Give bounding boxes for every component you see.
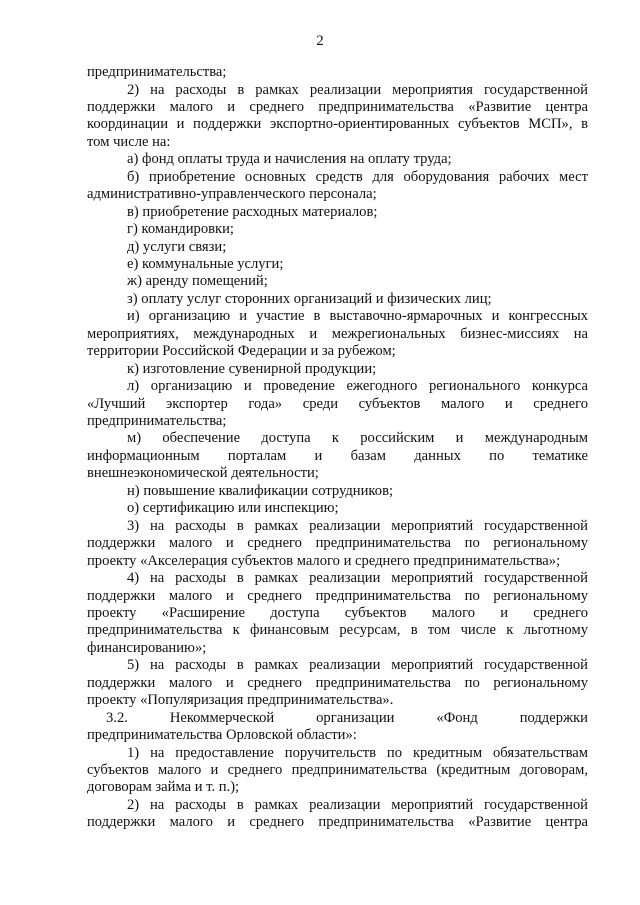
text-line: поддержки малого и среднего предпринимательства по региональному bbox=[87, 535, 588, 552]
text-line: н) повышение квалификации сотрудников; bbox=[127, 482, 394, 499]
text-line: г) командировки; bbox=[127, 221, 234, 237]
text-line: проекту «Популяризация предпринимательства». bbox=[87, 692, 394, 709]
text-line: 2) на расходы в рамках реализации мероприятия государственной bbox=[127, 81, 588, 98]
text-line: информационным порталам и базам данных по тематике bbox=[87, 447, 588, 464]
text-line: к) изготовление сувенирной продукции; bbox=[127, 360, 377, 377]
text-line: «Лучший экспортер года» среди субъектов малого и среднего bbox=[87, 395, 588, 412]
text-line: л) организацию и проведение ежегодного регионального конкурса bbox=[127, 378, 588, 395]
text-line: 5) на расходы в рамках реализации мероприятий государственной bbox=[127, 657, 588, 674]
text-line: з) оплату услуг сторонних организаций и физических лиц; bbox=[127, 290, 492, 307]
text-line: предпринимательства; bbox=[87, 413, 227, 429]
text-line: поддержки малого и среднего предпринимательства «Развитие центра bbox=[87, 98, 588, 115]
text-line: о) сертификацию или инспекцию; bbox=[127, 500, 339, 517]
text-line: предпринимательства Орловской области»: bbox=[87, 727, 357, 744]
text-line: д) услуги связи; bbox=[127, 238, 227, 255]
text-line: ж) аренду помещений; bbox=[127, 273, 268, 290]
text-line: координации и поддержки экспортно-ориентированных субъектов МСП», в bbox=[87, 116, 588, 133]
text-line: договорам займа и т. п.); bbox=[87, 779, 240, 796]
text-line: и) организацию и участие в выставочно-ярмарочных и конгрессных bbox=[127, 308, 588, 325]
text-line: в) приобретение расходных материалов; bbox=[127, 203, 378, 220]
text-line: 2) на расходы в рамках реализации мероприятий государственной bbox=[127, 796, 588, 813]
text-line: 4) на расходы в рамках реализации мероприятий государственной bbox=[127, 570, 588, 586]
text-line: поддержки малого и среднего предпринимательства по региональному bbox=[87, 587, 588, 604]
text-line: мероприятиях, международных и межрегиональных бизнес-миссиях на bbox=[87, 325, 588, 342]
text-line: м) обеспечение доступа к российским и международным bbox=[127, 430, 588, 447]
text-line: б) приобретение основных средств для оборудования рабочих мест bbox=[127, 168, 588, 185]
text-line: субъектов малого и среднего предпринимательства (кредитным договорам, bbox=[87, 762, 588, 778]
page-number: 2 bbox=[316, 33, 324, 49]
text-line: предпринимательства к финансовым ресурсам, в том числе к льготному bbox=[87, 622, 588, 639]
text-line: проекту «Акселерация субъектов малого и среднего предпринимательства»; bbox=[87, 552, 561, 569]
text-line: 1) на предоставление поручительств по кредитным обязательствам bbox=[127, 744, 588, 761]
text-line: территории Российской Федерации и за рубежом; bbox=[87, 343, 396, 360]
text-line: административно-управленческого персонала; bbox=[87, 186, 377, 203]
text-line: поддержки малого и среднего предпринимательства по региональному bbox=[87, 674, 588, 691]
text-line: том числе на: bbox=[87, 133, 171, 150]
text-line: поддержки малого и среднего предпринимательства «Развитие центра bbox=[87, 814, 588, 831]
text-line: внешнеэкономической деятельности; bbox=[87, 465, 319, 482]
text-line: а) фонд оплаты труда и начисления на оплату труда; bbox=[127, 151, 452, 168]
text-line: е) коммунальные услуги; bbox=[127, 255, 284, 272]
text-line: 3.2. Некоммерческой организации «Фонд поддержки bbox=[106, 709, 588, 726]
text-line: 3) на расходы в рамках реализации мероприятий государственной bbox=[127, 517, 588, 534]
text-line: финансированию»; bbox=[87, 639, 207, 656]
text-line: проекту «Расширение доступа субъектов малого и среднего bbox=[87, 604, 588, 621]
text-line: предпринимательства; bbox=[87, 64, 227, 80]
